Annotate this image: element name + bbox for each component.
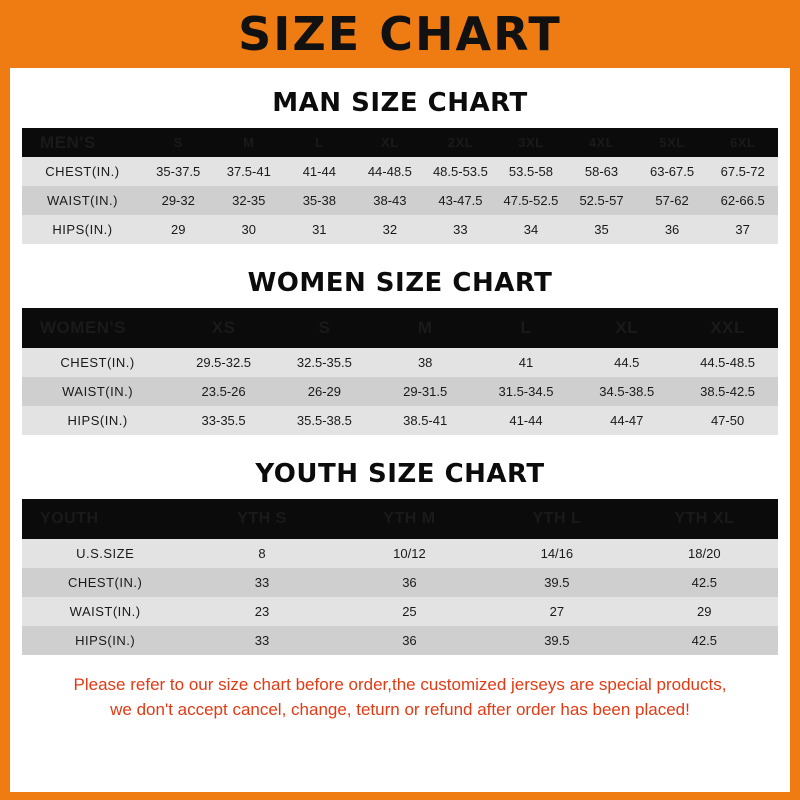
row-label-chest: CHEST(IN.) [45, 164, 120, 179]
row-label-waist: WAIST(IN.) [47, 193, 118, 208]
cell: 39.5 [544, 575, 570, 590]
cell: 31.5-34.5 [498, 384, 554, 399]
page-title: SIZE CHART [238, 7, 562, 61]
row-label-waist: WAIST(IN.) [62, 384, 134, 399]
cell: 27 [549, 604, 565, 619]
row-label-chest: CHEST(IN.) [60, 355, 135, 370]
cell: 14/16 [540, 546, 574, 561]
col-header-m: M [243, 135, 255, 150]
col-header-xl: XL [381, 135, 399, 150]
cell: 38.5-41 [403, 413, 448, 428]
col-header-l: L [315, 135, 324, 150]
cell: 10/12 [393, 546, 426, 561]
col-header-m: M [417, 318, 433, 337]
cell: 36 [664, 222, 680, 237]
table-women-body [22, 348, 778, 435]
cell: 62-66.5 [720, 193, 765, 208]
section-youth [22, 459, 778, 655]
section-man [22, 88, 778, 244]
cell: 35 [594, 222, 609, 237]
table-row [22, 568, 778, 597]
cell: 41 [518, 355, 534, 370]
table-header-row [22, 308, 778, 348]
col-header-s: S [173, 135, 183, 150]
cell: 43-47.5 [438, 193, 483, 208]
cell: 67.5-72 [720, 164, 765, 179]
table-row [22, 215, 778, 244]
cell: 23.5-26 [201, 384, 246, 399]
cell: 18/20 [688, 546, 721, 561]
cell: 44-47 [610, 413, 644, 428]
cell: 37 [735, 222, 750, 237]
cell: 8 [258, 546, 266, 561]
table-women-sizes [22, 308, 778, 435]
table-row [22, 626, 778, 655]
col-header-5xl: 5XL [659, 135, 685, 150]
section-title-women: WOMEN SIZE CHART [247, 268, 553, 298]
cell: 47.5-52.5 [503, 193, 559, 208]
col-header-l: L [520, 318, 532, 337]
cell: 38.5-42.5 [700, 384, 756, 399]
cell: 29.5-32.5 [196, 355, 252, 370]
col-header-label: WOMEN'S [40, 318, 126, 337]
col-header-label: YOUTH [40, 510, 99, 527]
row-label-us-size: U.S.SIZE [76, 546, 135, 561]
cell: 34.5-38.5 [599, 384, 655, 399]
row-label-hips: HIPS(IN.) [75, 633, 136, 648]
cell: 44.5-48.5 [700, 355, 756, 370]
cell: 35-38 [302, 193, 336, 208]
cell: 35-37.5 [156, 164, 201, 179]
col-header-label: MEN'S [40, 132, 96, 152]
table-row [22, 597, 778, 626]
table-row [22, 406, 778, 435]
cell: 29-32 [161, 193, 195, 208]
cell: 38 [417, 355, 433, 370]
col-header-xl: XL [615, 318, 639, 337]
cell: 32-35 [232, 193, 266, 208]
table-row [22, 348, 778, 377]
disclaimer-line-2: we don't accept cancel, change, teturn or refund after order has been placed! [110, 699, 690, 719]
cell: 39.5 [544, 633, 570, 648]
disclaimer-note [22, 673, 778, 722]
cell: 52.5-57 [579, 193, 624, 208]
cell: 33-35.5 [201, 413, 246, 428]
page-banner [0, 0, 800, 68]
table-header-row [22, 128, 778, 157]
cell: 32 [382, 222, 398, 237]
col-header-xs: XS [211, 318, 236, 337]
cell: 33 [453, 222, 468, 237]
cell: 58-63 [584, 164, 619, 179]
cell: 38-43 [373, 193, 407, 208]
cell: 41-44 [509, 413, 543, 428]
cell: 47-50 [710, 413, 745, 428]
section-women [22, 268, 778, 435]
table-man-sizes [22, 128, 778, 244]
cell: 23 [254, 604, 270, 619]
cell: 42.5 [691, 575, 717, 590]
row-label-hips: HIPS(IN.) [52, 222, 113, 237]
col-header-yth-l: YTH L [532, 510, 582, 527]
row-label-waist: WAIST(IN.) [69, 604, 141, 619]
table-youth-body [22, 539, 778, 655]
table-youth-head [22, 499, 778, 539]
row-label-hips: HIPS(IN.) [67, 413, 128, 428]
table-youth-sizes [22, 499, 778, 655]
cell: 25 [402, 604, 417, 619]
col-header-2xl: 2XL [447, 135, 474, 150]
cell: 29-31.5 [403, 384, 448, 399]
col-header-6xl: 6XL [729, 135, 756, 150]
table-man-head [22, 128, 778, 157]
col-header-xxl: XXL [710, 318, 745, 337]
cell: 34 [523, 222, 539, 237]
cell: 29 [170, 222, 186, 237]
cell: 53.5-58 [508, 164, 553, 179]
table-row [22, 539, 778, 568]
cell: 29 [697, 604, 712, 619]
cell: 57-62 [655, 193, 689, 208]
section-title-youth: YOUTH SIZE CHART [255, 459, 545, 489]
table-row [22, 186, 778, 215]
cell: 44-48.5 [367, 164, 412, 179]
cell: 26-29 [307, 384, 341, 399]
cell: 48.5-53.5 [432, 164, 488, 179]
cell: 42.5 [691, 633, 717, 648]
cell: 37.5-41 [226, 164, 271, 179]
section-title-man: MAN SIZE CHART [272, 88, 528, 118]
content-area [10, 88, 790, 722]
cell: 31 [312, 222, 327, 237]
col-header-s: S [318, 318, 331, 337]
table-women-head [22, 308, 778, 348]
col-header-3xl: 3XL [518, 135, 544, 150]
cell: 32.5-35.5 [296, 355, 352, 370]
table-row [22, 377, 778, 406]
table-header-row [22, 499, 778, 539]
table-row [22, 157, 778, 186]
col-header-yth-xl: YTH XL [674, 510, 735, 527]
cell: 30 [241, 222, 256, 237]
cell: 44.5 [614, 355, 640, 370]
cell: 63-67.5 [650, 164, 695, 179]
cell: 35.5-38.5 [296, 413, 352, 428]
cell: 36 [402, 575, 417, 590]
col-header-4xl: 4XL [588, 135, 615, 150]
cell: 41-44 [302, 164, 336, 179]
cell: 33 [254, 633, 270, 648]
disclaimer-line-1: Please refer to our size chart before order,the customized jerseys are special products, [73, 675, 727, 694]
table-man-body [22, 157, 778, 244]
cell: 33 [254, 575, 270, 590]
col-header-yth-s: YTH S [237, 510, 287, 527]
row-label-chest: CHEST(IN.) [67, 575, 143, 590]
col-header-yth-m: YTH M [383, 510, 436, 527]
cell: 36 [402, 633, 417, 648]
